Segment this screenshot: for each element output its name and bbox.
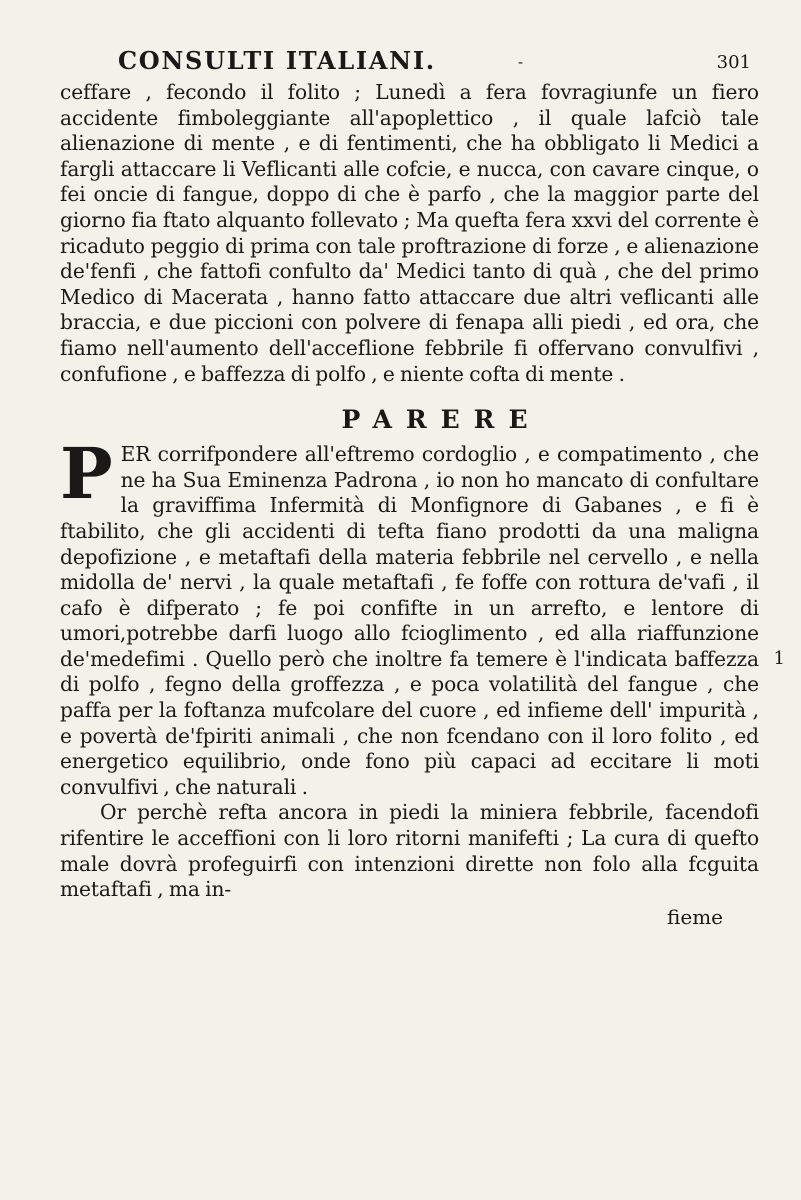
header-mark: - [518,53,524,71]
margin-note: 1 [773,648,785,669]
drop-cap: P [60,432,113,516]
catchword: fieme [667,904,723,929]
page-number: 301 [716,52,751,73]
running-head: CONSULTI ITALIANI. [118,46,436,75]
parere-continuation: Or perchè refta ancora in piedi la miniera febbrile, facendofi rifentire le acceffioni con li loro ritorni manifefti ; La cura di quefto male dovrà profeguirfi con intenzioni dirette non folo alla fcguita metaftafi , ma in- [60,800,759,902]
intro-block [60,80,759,387]
intro-paragraph: ceffare , fecondo il folito ; Lunedì a fera fovragiunfe un fiero accidente fimboleggiante all'apoplettico , il quale lafciò tale alienazione di mente , e di fentimenti, che ha obbligato li Medici a fargli attaccare li Veflicanti alle cofcie, e nucca, con cavare cinque, o fei oncie di fangue, doppo di che è parfo , che la maggior parte del giorno fia ftato alquanto follevato ; Ma quefta fera xxvi del corrente è ricaduto peggio di prima con tale proftrazione di forze , e alienazione de'fenfi , che fattofi confulto da' Medici tanto di quà , che del primo Medico di Macerata , hanno fatto attaccare due altri veflicanti alle braccia, e due piccioni con polvere di fenapa alli piedi , ed ora, che fiamo nell'aumento dell'acceflione febbrile fi offervano convulfivi , confufione , e baffezza di polfo , e niente cofta di mente . [60,80,759,386]
parere-paragraph: ER corrifpondere all'eftremo cordoglio , e compatimento , che ne ha Sua Eminenza Padrona , io non ho mancato di confultare la graviffima Infermità di Monfignore di Gabanes , e fi è ftabilito, che gli accidenti di tefta fiano prodotti da una maligna depofizione , e metaftafi della materia febbrile nel cervello , e nella midolla de' nervi , la quale metaftafi , fe foffe con rottura de'vafi , il cafo è difperato ; fe poi confifte in un arrefto, e lentore di umori,potrebbe darfi luogo allo fcioglimento , ed alla riaffunzione de'medefimi . Quello però che inoltre fa temere è l'indicata baffezza di polfo , fegno della groffezza , e poca volatilità del fangue , che paffa per la foftanza mufcolare del cuore , ed infieme dell' impurità , e povertà de'fpiriti animali , che non fcendano con il loro folito , ed energetico equilibrio, onde fono più capaci ad eccitare li moti convulfivi , che naturali . [60,442,759,799]
parere-block [60,432,759,929]
page-header [60,44,759,76]
section-title: PARERE [341,405,542,435]
